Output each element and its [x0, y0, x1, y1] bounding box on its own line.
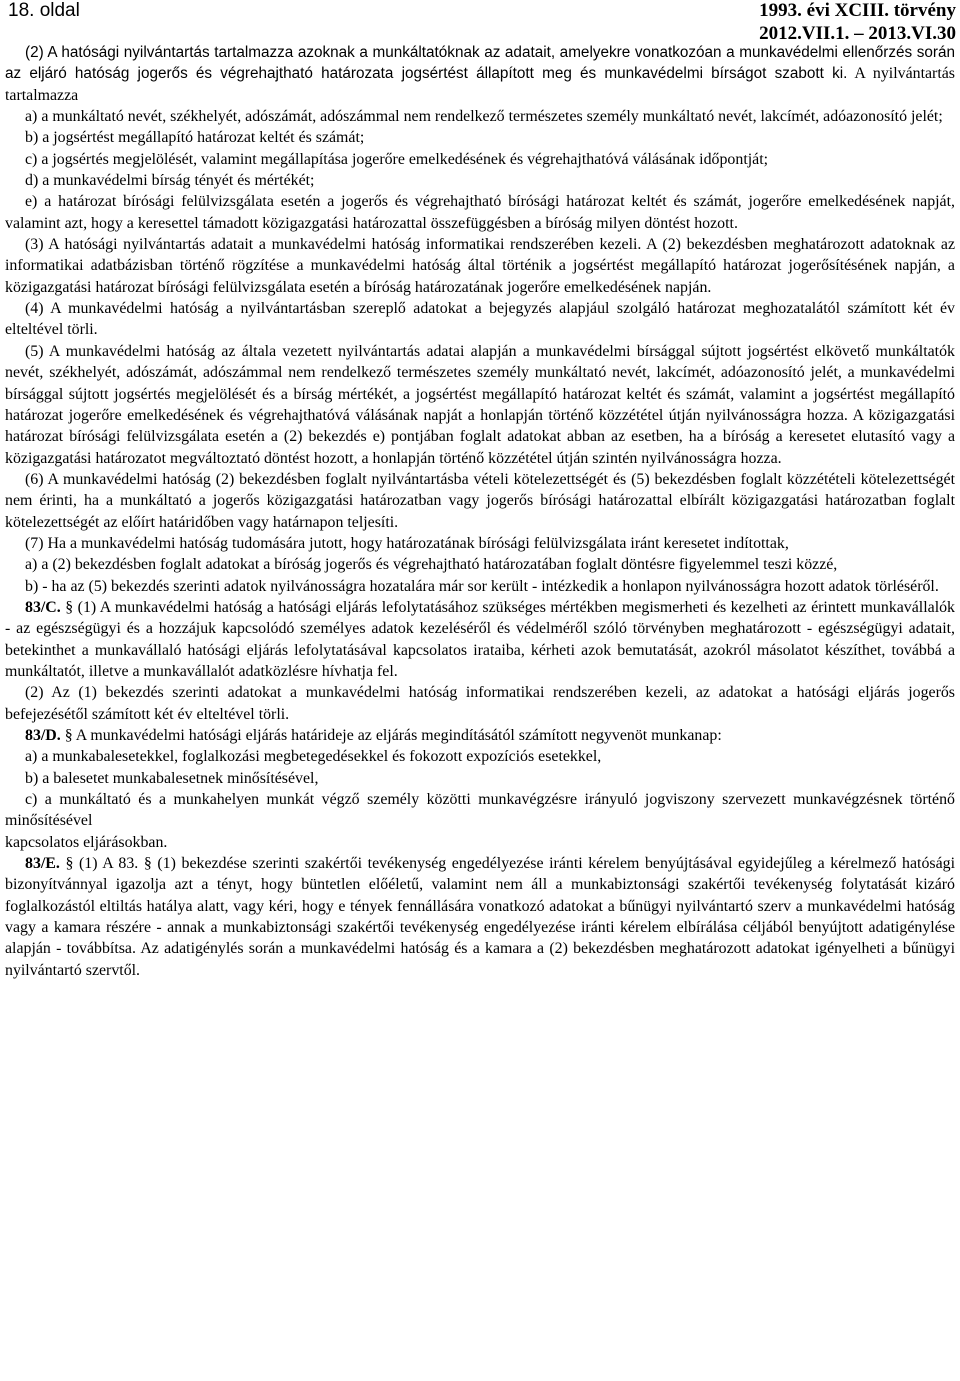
section-83d-a: a) a munkabalesetekkel, foglalkozási megbetegedésekkel és fokozott expozíciós esetekkel, — [25, 748, 602, 766]
section-label-83d: 83/D. — [25, 727, 61, 744]
paragraph-5: (5) A munkavédelmi hatóság az általa vezetett nyilvántartás adatai alapján a munkavédelmi bírsággal sújtott jogsértést elkövető munkáltatók nevét, székhelyét, adószámát, adószámmal nem rendelkező természetes személy munkáltató nevét, lakcímét, adóazonosító jelét, a munkavédelmi bírsággal sújtott jogsértés megjelölését és a bírság mértékét, a jogsértést megállapító határozat keltét és számát, valamint a jogsértést megállapító határozat jogerőre emelkedésének és végrehajthatóvá válásának napját a honlapján történő közzététel útján nyilvánosságra hozza. A közigazgatási határozat bírósági felülvizsgálata esetén a (2) bekezdés e) pontjában foglalt adatokat abban az esetben, ha a bíróság a keresetet elutasító vagy a közigazgatási határozatot megváltoztató döntést hozott, a honlapján történő közzététel útján szintén nyilvánosságra hozza. — [5, 342, 955, 467]
section-83e: 83/E. § (1) A 83. § (1) bekezdése szerinti szakértői tevékenység engedélyezése iránti kérelem benyújtásával egyidejűleg a kérelmező hatósági bizonyítvánnyal igazolja azt a tényt, hogy büntetlen előéletű, valamint nem áll a munkabiztonsági szakértői tevékenység folytatását kizáró foglalkozástól eltiltás hatálya alatt, vagy kéri, hogy e tények fennállására vonatkozó adatokat a bűnügyi nyilvántartó szerv a munkavédelmi hatóság vagy a kamara részére - annak a munkabiztonsági szakértői tevékenység engedélyezése iránti kérelem elbírálása céljából benyújtott adatigénylése alapján - továbbítsa. Az adatigénylés során a munkavédelmi hatóság és a kamara a (2) bekezdésben meghatározott adatokat igényelheti a bűnügyi nyilvántartó szervtől. — [5, 855, 955, 979]
paragraph-7: (7) Ha a munkavédelmi hatóság tudomására jutott, hogy határozatának bírósági felülvizsgálata iránt keresetet indítottak, — [25, 534, 789, 552]
section-label-83c: 83/C. — [25, 598, 61, 616]
section-83d: 83/D. § A munkavédelmi hatósági eljárás határideje az eljárás megindításától számított negyvenöt munkanap: — [25, 727, 722, 744]
page-header — [0, 0, 960, 48]
section-83c-2: (2) Az (1) bekezdés szerinti adatokat a munkavédelmi hatóság informatikai rendszerében kezeli, az adatokat a hatósági eljárás jogerős befejezésétől számított két év elteltével törli. — [5, 684, 955, 723]
paragraph-3: (3) A hatósági nyilvántartás adatait a munkavédelmi hatóság informatikai rendszerében kezeli. A (2) bekezdésben meghatározott adatoknak az informatikai adatbázisban történő rögzítése a munkavédelmi hatóság által történik a jogsértést megállapító határozat jogerősítésének napján, a közigazgatási határozat bírósági felülvizsgálata esetén a bíróság határozatának jogerőre emelkedésének napján. — [5, 236, 955, 296]
section-83d-b: b) a balesetet munkabalesetnek minősítésével, — [25, 769, 319, 787]
section-label-83e: 83/E. — [25, 855, 60, 873]
paragraph-2-intro: (2) A hatósági nyilvántartás tartalmazza azoknak a munkáltatóknak az adatait, amelyekre vonatkozóan a munkavédelmi ellenőrzés során az eljáró hatóság jogerős és végrehajtható határozata jogsértést állapított meg és munkavédelmi bírságot szabott ki. A nyilvántartás tartalmazza — [5, 44, 955, 104]
section-83d-closing: kapcsolatos eljárásokban. — [5, 833, 168, 851]
section-83c: 83/C. § (1) A munkavédelmi hatóság a hatósági eljárás lefolytatásához szükséges mértékben megismerheti és kezelheti az érintett munkavállalók - az egészségügyi és a hozzájuk kapcsolódó személyes adatok kezeléséről és védelméről szóló törvényben meghatározott - egészségügyi adatait, betekinthet a munkavállaló hatósági eljárás lefolytatásával kapcsolatos irataiba, kérheti azok bemutatását, azokról másolatot készíthet, továbbá a munkáltatót, illetve a munkavállalót adatközlésre hívhatja fel. — [5, 598, 955, 680]
list-item-a: a) a munkáltató nevét, székhelyét, adószámát, adószámmal nem rendelkező természetes személy munkáltató nevét, lakcímét, adóazonosító jelét; — [25, 108, 943, 126]
list-item-e: e) a határozat bírósági felülvizsgálata esetén a jogerős és végrehajtható bírósági határozat keltét és számát, jogerőre emelkedésének napját, valamint azt, hogy a keresettel támadott közigazgatási határozattal összefüggésben a bíróság milyen döntést hozott. — [5, 193, 955, 232]
paragraph-4: (4) A munkavédelmi hatóság a nyilvántartásban szereplő adatokat a bejegyzés alapjául szolgáló határozat meghozatalától számított két év elteltével törli. — [5, 300, 955, 339]
list-item-c: c) a jogsértés megjelölését, valamint megállapítása jogerőre emelkedésének és végrehajthatóvá válásának időpontját; — [25, 150, 769, 168]
paragraph-7-b: b) - ha az (5) bekezdés szerinti adatok nyilvánosságra hozatalára már sor került - intézkedik a honlapon nyilvánosságra hozott adatok törléséről. — [25, 577, 939, 595]
law-title: 1993. évi XCIII. törvény — [759, 0, 956, 21]
page-number: 18. oldal — [8, 0, 80, 21]
list-item-d: d) a munkavédelmi bírság tényét és mértékét; — [25, 172, 315, 190]
paragraph-7-a: a) a (2) bekezdésben foglalt adatokat a bíróság jogerős és végrehajtható határozatában foglalt döntésre figyelemmel teszi közzé, — [25, 556, 838, 574]
document-body — [5, 42, 955, 981]
law-title-block — [759, 0, 956, 45]
section-83d-c: c) a munkáltató és a munkahelyen munkát végző személy közötti munkavégzésre irányuló jogviszony szervezett munkavégzésnek történő minősítésével — [5, 791, 955, 830]
list-item-b: b) a jogsértést megállapító határozat keltét és számát; — [25, 129, 365, 147]
validity-period: 2012.VII.1. – 2013.VI.30 — [759, 23, 956, 44]
paragraph-6: (6) A munkavédelmi hatóság (2) bekezdésben foglalt nyilvántartásba vételi kötelezettségét és (5) bekezdésben foglalt közzétételi kötelezettségét nem érinti, ha a munkáltató a jogerős közigazgatási határozatban vagy jogerős bírósági határozattal elbírált közigazgatási határozatban foglalt kötelezettségét az előírt határidőben vagy határnapon teljesíti. — [5, 470, 955, 531]
